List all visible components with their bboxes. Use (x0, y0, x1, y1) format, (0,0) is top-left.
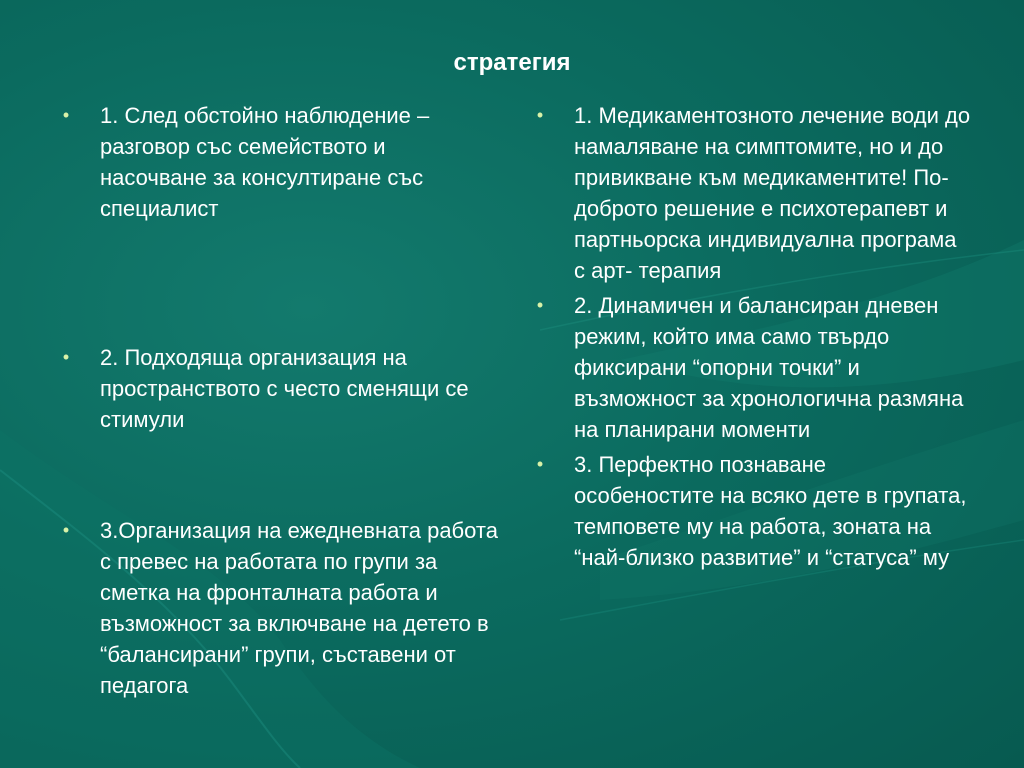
bullet-dot-icon: • (536, 105, 544, 125)
bullet-dot-icon: • (62, 520, 70, 540)
bullet-text: 3. Перфектно познаване особеностите на всяко дете в групата, темповете му на работа, зоната на “най-близко развитие” и “статуса” му (574, 452, 967, 570)
bullet-dot-icon: • (536, 454, 544, 474)
bullet-text: 2. Подходяща организация на пространството с често сменящи се стимули (100, 345, 469, 432)
bullet-text: 1. След обстойно наблюдение – разговор със семейството и насочване за консултиране със специалист (100, 103, 430, 221)
slide-title: стратегия (453, 49, 571, 76)
bullet-item (58, 515, 498, 701)
bullet-text: 2. Динамичен и балансиран дневен режим, който има само твърдо фиксирани “опорни точки” и възможност за хронологична размяна на планирани моменти (574, 293, 964, 442)
bullet-text: 3.Организация на ежедневната работа с превес на работата по групи за сметка на фронталната работа и възможност за включване на детето в “балансирани” групи, съставени от педагога (100, 518, 498, 698)
bullet-item (532, 449, 972, 573)
right-column (532, 100, 972, 573)
bullet-dot-icon: • (62, 347, 70, 367)
bullet-item (532, 100, 972, 286)
bullet-dot-icon: • (536, 295, 544, 315)
bullet-item (532, 290, 972, 445)
bullet-text: 1. Медикаментозното лечение води до намаляване на симптомите, но и до привикване към медикаментите! По-доброто решение е психотерапевт и партньорска индивидуална програма с арт- терапия (574, 103, 971, 283)
left-column (58, 100, 498, 701)
bullet-item (58, 342, 498, 435)
bullet-dot-icon: • (62, 105, 70, 125)
bullet-item (58, 100, 498, 224)
